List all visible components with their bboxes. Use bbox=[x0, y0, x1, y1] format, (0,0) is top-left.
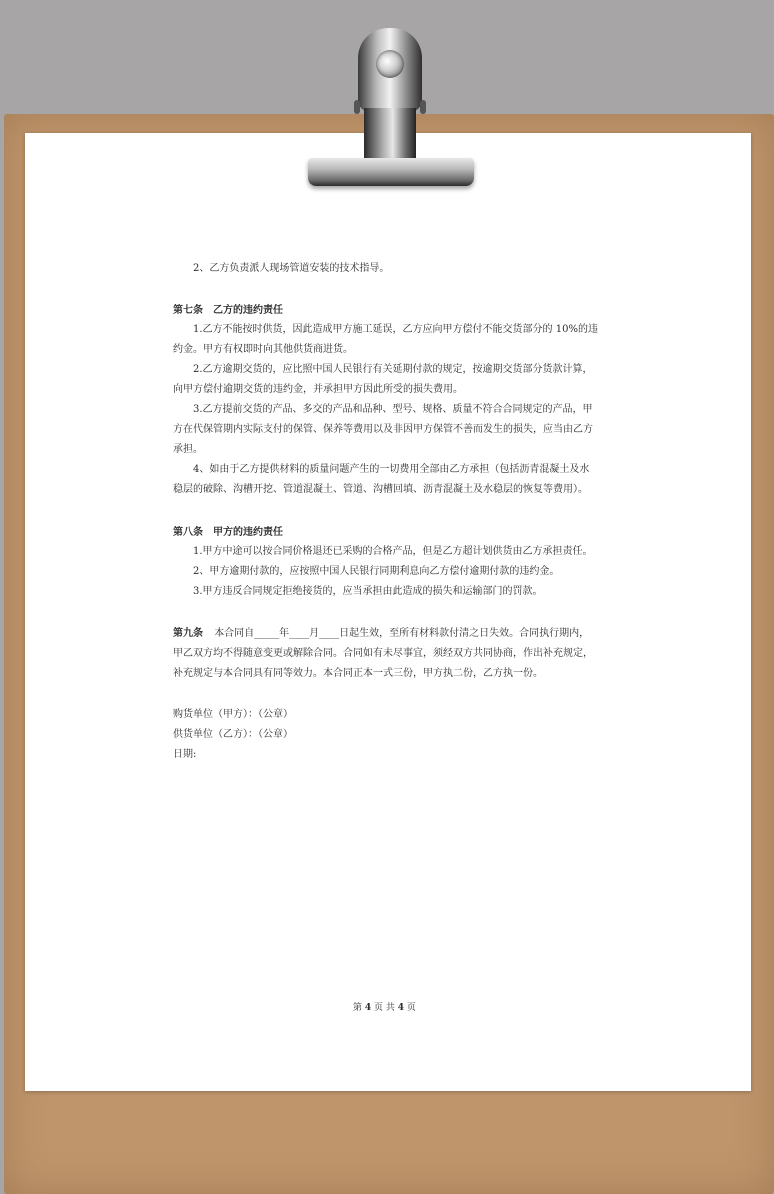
article-7-item-1: 1.乙方不能按时供货，因此造成甲方施工延误，乙方应向甲方偿付不能交货部分的 10%的违 bbox=[193, 324, 598, 335]
clip-base bbox=[308, 158, 474, 186]
clip-pin-left bbox=[354, 100, 360, 114]
article-8-item-2: 2、甲方逾期付款的，应按照中国人民银行同期利息向乙方偿付逾期付款的违约金。 bbox=[193, 566, 560, 577]
clip-hole bbox=[376, 50, 404, 78]
article-9-line-2: 甲乙双方均不得随意变更或解除合同。合同如有未尽事宜，须经双方共同协商，作出补充规定， bbox=[173, 648, 593, 659]
footer-page-number: 4 bbox=[364, 1003, 372, 1013]
article-9-body: 本合同自_____年____月____日起生效，至所有材料款付清之日失效。合同执行期内， bbox=[214, 628, 590, 639]
article-7-item-4: 4、如由于乙方提供材料的质量问题产生的一切费用全部由乙方承担（包括沥青混凝土及水 bbox=[193, 464, 590, 475]
clip-pin-right bbox=[420, 100, 426, 114]
page-footer bbox=[353, 1000, 416, 1013]
binder-clip bbox=[300, 20, 480, 180]
article-8-item-3: 3.甲方违反合同规定拒绝接货的，应当承担由此造成的损失和运输部门的罚款。 bbox=[193, 586, 543, 597]
article-7-item-2-cont: 向甲方偿付逾期交货的违约金，并承担甲方因此所受的损失费用。 bbox=[173, 384, 463, 395]
clip-arm bbox=[364, 108, 416, 164]
article-9-heading: 第九条 bbox=[173, 628, 203, 639]
date-line: 日期: bbox=[173, 749, 197, 760]
document-page bbox=[25, 133, 751, 1091]
article-8-item-1: 1.甲方中途可以按合同价格退还已采购的合格产品，但是乙方超计划供货由乙方承担责任。 bbox=[193, 546, 593, 557]
footer-prefix: 第 bbox=[353, 1003, 363, 1013]
article-8-heading: 第八条 甲方的违约责任 bbox=[173, 527, 283, 538]
article-7-item-3-end: 承担。 bbox=[173, 444, 203, 455]
buyer-signature-line: 购货单位（甲方）：（公章） bbox=[173, 709, 293, 720]
article-7-item-3-cont: 方在代保管期内实际支付的保管、保养等费用以及非因甲方保管不善而发生的损失，应当由乙方 bbox=[173, 424, 593, 435]
article-7-heading: 第七条 乙方的违约责任 bbox=[173, 305, 283, 316]
article-7-item-1-cont: 约金。甲方有权即时向其他供货商进货。 bbox=[173, 344, 353, 355]
clause-6-item-2: 2、乙方负责派人现场管道安装的技术指导。 bbox=[193, 263, 390, 274]
article-7-item-3: 3.乙方提前交货的产品、多交的产品和品种、型号、规格、质量不符合合同规定的产品，甲 bbox=[193, 404, 593, 415]
footer-suffix: 页 bbox=[406, 1003, 416, 1013]
article-7-item-2: 2.乙方逾期交货的，应比照中国人民银行有关延期付款的规定，按逾期交货部分货款计算， bbox=[193, 364, 593, 375]
supplier-signature-line: 供货单位（乙方）：（公章） bbox=[173, 729, 293, 740]
article-9-line-3: 补充规定与本合同具有同等效力。本合同正本一式三份，甲方执二份，乙方执一份。 bbox=[173, 668, 543, 679]
article-7-item-4-cont: 稳层的破除、沟槽开挖、管道混凝土、管道、沟槽回填、沥青混凝土及水稳层的恢复等费用）。 bbox=[173, 484, 588, 495]
article-9-line-1 bbox=[173, 627, 589, 641]
footer-total-pages: 4 bbox=[397, 1003, 405, 1013]
footer-middle: 页 共 bbox=[374, 1003, 395, 1013]
